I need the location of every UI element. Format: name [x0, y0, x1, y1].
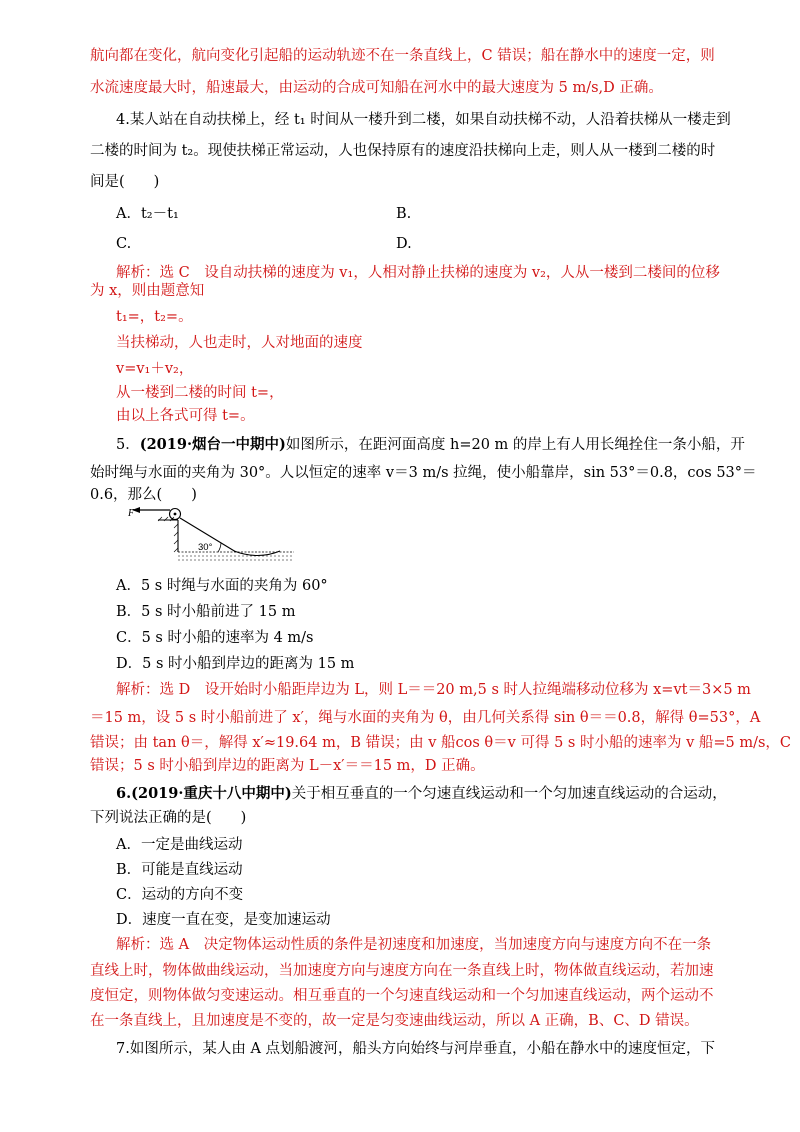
q4-option-b: B. [396, 206, 412, 222]
q6-solution-line-1: 解析：选 A 决定物体运动性质的条件是初速度和加速度，当加速度方向与速度方向不在一条 [116, 937, 712, 953]
q5-stem-text-1: 如图所示，在距河面高度 h=20 m 的岸上有人用长绳拴住一条小船，开 [285, 437, 745, 453]
q4-stem-line-3: 间是( ) [90, 174, 160, 190]
q5-solution-line-1: 解析：选 D 设开始时小船距岸边为 L，则 L＝＝20 m,5 s 时人拉绳端移动位移为 x=vt＝3×5 m [116, 682, 751, 698]
q5-number: 5． [116, 437, 140, 453]
q4-option-d: D. [396, 236, 412, 252]
q4-option-a: A．t₂－t₁ [116, 206, 179, 222]
q6-solution-line-4: 在一条直线上，且加速度是不变的，故一定是匀变速曲线运动，所以 A 正确，B、C、D 错误。 [90, 1013, 699, 1029]
q4-solution-line-4: 当扶梯动，人也走时，人对地面的速度 [116, 335, 363, 351]
angle-arc [218, 543, 221, 552]
q5-source: (2019·烟台一中期中) [139, 436, 286, 453]
q5-option-a: A．5 s 时绳与水面的夹角为 60° [116, 578, 328, 594]
q7-stem-line-1: 7.如图所示，某人由 A 点划船渡河，船头方向始终与河岸垂直，小船在静水中的速度恒定，下 [116, 1041, 716, 1057]
q5-option-b: B．5 s 时小船前进了 15 m [116, 604, 296, 620]
q6-source: 6.(2019·重庆十八中期中) [116, 785, 292, 802]
q4-solution-line-5: v=v₁＋v₂， [116, 361, 194, 377]
q5-stem-line-3: 0.6，那么( ) [90, 487, 197, 503]
q6-stem-line-1 [116, 784, 727, 804]
q6-stem-line-2: 下列说法正确的是( ) [90, 810, 247, 826]
q4-solution-line-6: 从一楼到二楼的时间 t=， [116, 385, 284, 401]
q5-solution-line-2: ＝15 m，设 5 s 时小船前进了 x′，绳与水面的夹角为 θ，由几何关系得 sin θ＝＝0.8，解得 θ=53°，A [90, 710, 761, 726]
q6-solution-line-3: 度恒定，则物体做匀变速运动。相互垂直的一个匀速直线运动和一个匀加速直线运动，两个运动不 [90, 988, 714, 1004]
rope-boat-figure [118, 504, 298, 568]
q5-stem-line-1 [116, 435, 745, 455]
q4-stem-line-1: 4.某人站在自动扶梯上，经 t₁ 时间从一楼升到二楼，如果自动扶梯不动，人沿着扶梯从一楼走到 [116, 112, 731, 128]
angle-label: 30° [198, 542, 213, 553]
q5-option-d: D．5 s 时小船到岸边的距离为 15 m [116, 656, 355, 672]
q6-stem-text-1: 关于相互垂直的一个匀速直线运动和一个匀加速直线运动的合运动， [291, 786, 727, 802]
prev-explanation-line-2: 水流速度最大时，船速最大，由运动的合成可知船在河水中的最大速度为 5 m/s,D 正确。 [90, 80, 663, 96]
q4-option-c: C. [116, 236, 132, 252]
q4-solution-line-7: 由以上各式可得 t=。 [116, 408, 255, 424]
q4-solution-line-2: 为 x，则由题意知 [90, 283, 205, 299]
q4-solution-line-1: 解析：选 C 设自动扶梯的速度为 v₁，人相对静止扶梯的速度为 v₂，人从一楼到二楼间的位移 [116, 265, 720, 281]
q6-option-a: A．一定是曲线运动 [116, 837, 243, 853]
q6-solution-line-2: 直线上时，物体做曲线运动，当加速度方向与速度方向在一条直线上时，物体做直线运动，若加速 [90, 963, 714, 979]
q4-stem-line-2: 二楼的时间为 t₂。现使扶梯正常运动，人也保持原有的速度沿扶梯向上走，则人从一楼到二楼的时 [90, 143, 716, 159]
q5-stem-line-2: 始时绳与水面的夹角为 30°。人以恒定的速率 v＝3 m/s 拉绳，使小船靠岸，sin 53°＝0.8，cos 53°＝ [90, 465, 757, 481]
q6-option-c: C．运动的方向不变 [116, 887, 244, 903]
q6-option-d: D．速度一直在变，是变加速运动 [116, 912, 331, 928]
q6-option-b: B．可能是直线运动 [116, 862, 243, 878]
pulley-axle [174, 513, 177, 516]
q4-solution-line-3: t₁=，t₂=。 [116, 309, 193, 325]
force-label: F [128, 508, 135, 519]
q5-option-c: C．5 s 时小船的速率为 4 m/s [116, 630, 314, 646]
q5-solution-line-4: 错误；5 s 时小船到岸边的距离为 L－x′＝＝15 m，D 正确。 [90, 758, 485, 774]
q5-solution-line-3: 错误；由 tan θ＝，解得 x′≈19.64 m，B 错误；由 v 船cos θ＝v 可得 5 s 时小船的速率为 v 船=5 m/s，C [90, 735, 792, 751]
prev-explanation-line-1: 航向都在变化，航向变化引起船的运动轨迹不在一条直线上，C 错误；船在静水中的速度一定，则 [90, 48, 715, 64]
